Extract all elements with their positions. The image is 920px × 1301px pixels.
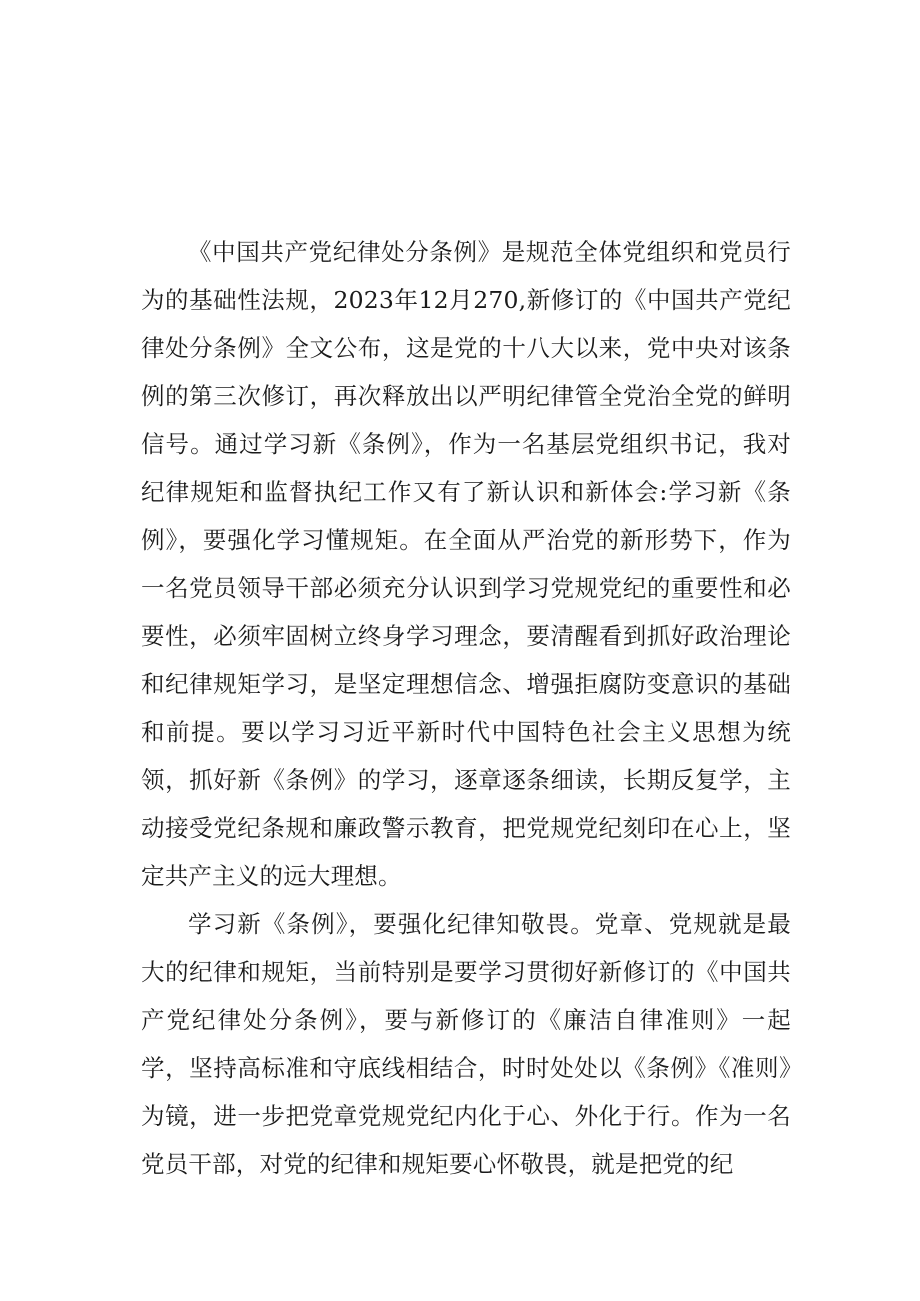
paragraph-1: 《中国共产党纪律处分条例》是规范全体党组织和党员行为的基础性法规，2023年12月270,新修订的《中国共产党纪律处分条例》全文公布，这是党的十八大以来，党中央对该条例的第三次修订，再次释放出以严明纪律管全党治全党的鲜明信号。通过学习新《条例》，作为一名基层党组织书记，我对纪律规矩和监督执纪工作又有了新认识和新体会:学习新《条例》，要强化学习懂规矩。在全面从严治党的新形势下，作为一名党员领导干部必须充分认识到学习党规党纪的重要性和必要性，必须牢固树立终身学习理念，要清醒看到抓好政治理论和纪律规矩学习，是坚定理想信念、增强拒腐防变意识的基础和前提。要以学习习近平新时代中国特色社会主义思想为统领，抓好新《条例》的学习，逐章逐条细读，长期反复学，主动接受党纪条规和廉政警示教育，把党规党纪刻印在心上，坚定共产主义的远大理想。 [141,238,791,890]
document-body [141,228,791,1188]
paragraph-2: 学习新《条例》，要强化纪律知敬畏。党章、党规就是最大的纪律和规矩，当前特别是要学习贯彻好新修订的《中国共产党纪律处分条例》，要与新修订的《廉洁自律准则》一起学，坚持高标准和守底线相结合，时时处处以《条例》《准则》为镜，进一步把党章党规党纪内化于心、外化于行。作为一名党员干部，对党的纪律和规矩要心怀敬畏，就是把党的纪 [141,910,791,1178]
